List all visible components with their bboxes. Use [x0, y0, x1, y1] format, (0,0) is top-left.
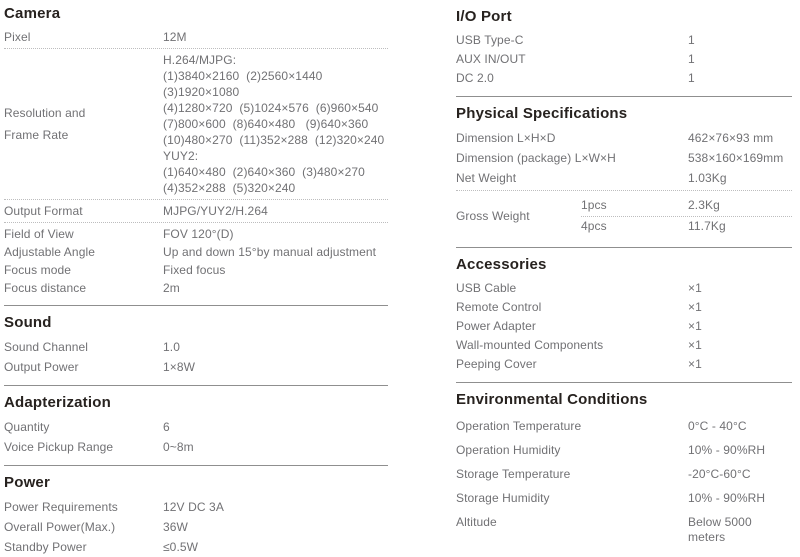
spec-value: 6	[163, 419, 170, 434]
section-sound	[4, 305, 388, 377]
spec-value: 12M	[163, 29, 187, 44]
spec-label	[4, 52, 163, 196]
spec-label: Altitude	[456, 514, 497, 529]
spec-value: Fixed focus	[163, 262, 226, 277]
spec-label: Power Requirements	[4, 499, 118, 514]
spec-label: Standby Power	[4, 539, 87, 554]
column-spacer	[388, 4, 456, 510]
spec-subtable	[581, 196, 792, 237]
spec-row	[456, 462, 792, 486]
spec-value: 0~8m	[163, 439, 194, 454]
spec-row	[4, 279, 388, 297]
spec-value: ×1	[688, 300, 702, 314]
spec-row	[456, 193, 792, 239]
spec-label: AUX IN/OUT	[456, 52, 526, 66]
spec-row	[456, 355, 792, 374]
spec-row	[456, 148, 792, 168]
spec-label: Gross Weight	[456, 208, 530, 223]
spec-label: Voice Pickup Range	[4, 439, 114, 454]
spec-row	[4, 202, 388, 220]
spec-value: ×1	[688, 357, 702, 371]
spec-label: Dimension L×H×D	[456, 130, 556, 145]
spec-label: Storage Humidity	[456, 490, 550, 505]
spec-row	[4, 261, 388, 279]
dotted-separator	[4, 199, 388, 200]
spec-row	[4, 243, 388, 261]
spec-value-line: (1)640×480 (2)640×360 (3)480×270	[163, 165, 365, 179]
spec-row	[456, 128, 792, 148]
section-title-accessories: Accessories	[456, 256, 547, 273]
spec-label: Storage Temperature	[456, 466, 571, 481]
dotted-separator	[4, 48, 388, 49]
spec-value-line: (1)3840×2160 (2)2560×1440 (3)1920×1080	[163, 69, 330, 99]
spec-value: 1×8W	[163, 359, 196, 374]
spec-value-line: (10)480×270 (11)352×288 (12)320×240	[163, 133, 385, 147]
section-io-port	[456, 7, 792, 88]
spec-row	[456, 510, 792, 549]
section-title-sound: Sound	[4, 314, 52, 331]
spec-row	[4, 225, 388, 243]
section-title-physical-specifications: Physical Specifications	[456, 105, 628, 122]
spec-value: Up and down 15°by manual adjustment	[163, 244, 377, 259]
section-physical-specifications	[456, 96, 792, 239]
spec-value: 11.7Kg	[688, 219, 726, 233]
spec-value: ×1	[688, 319, 702, 333]
section-accessories	[456, 247, 792, 374]
spec-value	[163, 52, 388, 196]
section-adapterization	[4, 385, 388, 457]
spec-label: Overall Power(Max.)	[4, 519, 116, 534]
spec-sublabel: 1pcs	[581, 198, 607, 212]
spec-label: DC 2.0	[456, 71, 494, 85]
spec-row	[456, 69, 792, 88]
dotted-separator	[456, 190, 792, 191]
spec-row	[4, 51, 388, 197]
spec-label: USB Cable	[456, 281, 517, 295]
spec-value: 1	[688, 71, 695, 85]
spec-label: USB Type-C	[456, 33, 524, 47]
spec-label: Dimension (package) L×W×H	[456, 150, 616, 165]
spec-row	[4, 357, 388, 377]
spec-row	[4, 517, 388, 537]
section-power	[4, 465, 388, 557]
spec-value: Below 5000 meters	[688, 514, 756, 544]
spec-value: 1.03Kg	[688, 170, 727, 185]
spec-value: 2m	[163, 280, 180, 295]
spec-label: Operation Temperature	[456, 418, 582, 433]
spec-label: Peeping Cover	[456, 357, 537, 371]
spec-row	[4, 437, 388, 457]
spec-row	[4, 537, 388, 557]
spec-left-column	[4, 4, 388, 554]
spec-label: Power Adapter	[456, 319, 537, 333]
spec-label-line: Frame Rate	[4, 128, 69, 142]
spec-label-line: Resolution and	[4, 106, 86, 120]
section-camera	[4, 4, 388, 297]
spec-row	[456, 486, 792, 510]
spec-value: 2.3Kg	[688, 198, 720, 212]
spec-value: 10% - 90%RH	[688, 442, 766, 457]
spec-value: 538×160×169mm	[688, 150, 784, 165]
spec-label: Focus mode	[4, 262, 72, 277]
section-environmental-conditions	[456, 382, 792, 549]
spec-value: 1.0	[163, 339, 180, 354]
spec-value: 12V DC 3A	[163, 499, 224, 514]
spec-subrow	[581, 196, 792, 216]
spec-row	[456, 336, 792, 355]
spec-row	[4, 28, 388, 46]
spec-row	[4, 497, 388, 517]
spec-subrow	[581, 216, 792, 237]
spec-value: ×1	[688, 281, 702, 295]
spec-value: MJPG/YUY2/H.264	[163, 203, 268, 218]
spec-label: Operation Humidity	[456, 442, 561, 457]
spec-row	[456, 438, 792, 462]
section-title-power: Power	[4, 474, 51, 491]
spec-row	[456, 317, 792, 336]
spec-label: Sound Channel	[4, 339, 89, 354]
spec-value: 36W	[163, 519, 188, 534]
spec-value-line: (7)800×600 (8)640×480 (9)640×360	[163, 117, 369, 131]
spec-row	[456, 414, 792, 438]
spec-value: ≤0.5W	[163, 539, 199, 554]
spec-label: Focus distance	[4, 280, 87, 295]
spec-row	[456, 31, 792, 50]
spec-right-column	[456, 4, 792, 544]
section-title-camera: Camera	[4, 5, 61, 22]
spec-label: Wall-mounted Components	[456, 338, 604, 352]
section-title-environmental-conditions: Environmental Conditions	[456, 391, 648, 408]
spec-label: Output Format	[4, 203, 83, 218]
dotted-separator	[4, 222, 388, 223]
section-title-io-port: I/O Port	[456, 8, 512, 25]
spec-row	[4, 337, 388, 357]
section-title-adapterization: Adapterization	[4, 394, 111, 411]
spec-label: Field of View	[4, 226, 74, 241]
spec-label: Quantity	[4, 419, 50, 434]
spec-value: -20°C-60°C	[688, 466, 751, 481]
spec-value: 0°C - 40°C	[688, 418, 747, 433]
spec-value-line: (4)1280×720 (5)1024×576 (6)960×540	[163, 101, 379, 115]
spec-value: 1	[688, 52, 695, 66]
spec-row	[456, 168, 792, 188]
spec-row	[456, 298, 792, 317]
spec-value: 462×76×93 mm	[688, 130, 774, 145]
spec-row	[456, 50, 792, 69]
spec-row	[456, 279, 792, 298]
spec-label: Output Power	[4, 359, 79, 374]
spec-label: Adjustable Angle	[4, 244, 96, 259]
spec-label: Remote Control	[456, 300, 542, 314]
spec-value-line: (4)352×288 (5)320×240	[163, 181, 296, 195]
spec-value: FOV 120°(D)	[163, 226, 234, 241]
spec-value: 1	[688, 33, 695, 47]
spec-label: Pixel	[4, 29, 31, 44]
spec-value: 10% - 90%RH	[688, 490, 766, 505]
spec-label: Net Weight	[456, 170, 517, 185]
spec-row	[4, 417, 388, 437]
spec-value: ×1	[688, 338, 702, 352]
spec-value-line: H.264/MJPG:	[163, 53, 237, 67]
spec-sublabel: 4pcs	[581, 219, 607, 233]
spec-value-line: YUY2:	[163, 149, 199, 163]
